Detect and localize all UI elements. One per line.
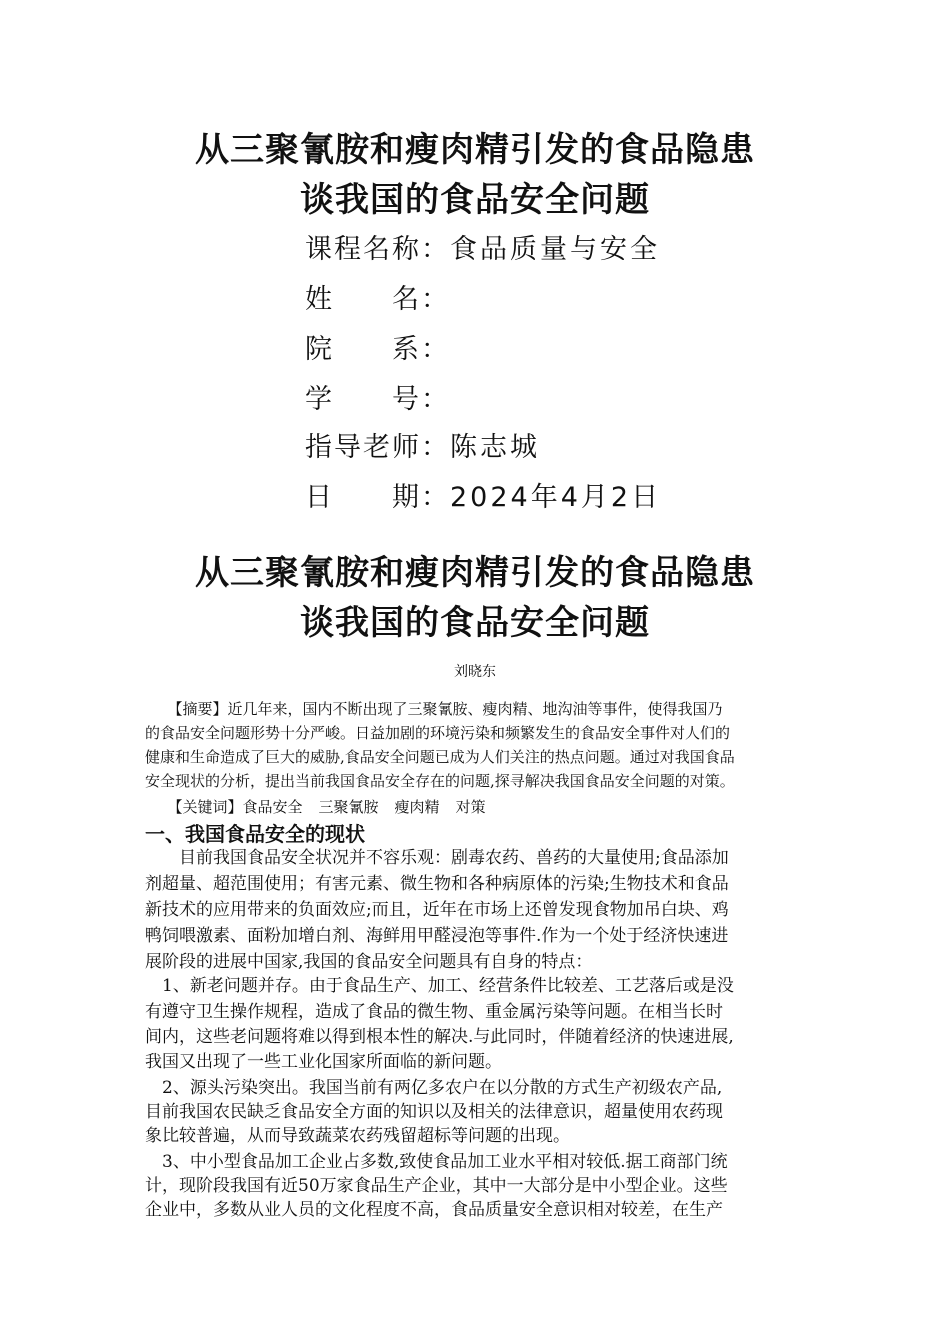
cover-title-line1: 从三聚氰胺和瘦肉精引发的食品隐患 <box>195 130 755 170</box>
keywords-label: 【关键词】 <box>145 798 243 816</box>
body-line: 新技术的应用带来的负面效应;而且，近年在市场上还曾发现食物加吊白块、鸡 <box>145 900 729 920</box>
student-name-row <box>305 280 450 320</box>
body-line: 目前我国农民缺乏食品安全方面的知识以及相关的法律意识，超量使用农药现 <box>145 1102 723 1122</box>
date-label: 日 期： <box>305 482 450 513</box>
department-row <box>305 330 450 370</box>
course-name-row <box>305 230 660 270</box>
body-line: 间内，这些老问题将难以得到根本性的解决.与此同时，伴随着经济的快速进展, <box>145 1027 734 1047</box>
body-line: 目前我国食品安全状况并不容乐观：剧毒农药、兽药的大量使用;食品添加 <box>145 848 729 868</box>
body-line: 计，现阶段我国有近50万家食品生产企业，其中一大部分是中小型企业。这些 <box>145 1176 728 1196</box>
date-row <box>305 478 661 518</box>
body-line: 1、新老问题并存。由于食品生产、加工、经营条件比较差、工艺落后或是没 <box>145 976 734 996</box>
course-name-label: 课程名称： <box>305 234 450 265</box>
keyword-item: 三聚氰胺 <box>318 798 379 816</box>
body-line: 3、中小型食品加工企业占多数,致使食品加工业水平相对较低.据工商部门统 <box>145 1152 728 1172</box>
section-heading: 一、我国食品安全的现状 <box>145 822 365 846</box>
keywords-line <box>145 796 805 819</box>
body-line: 象比较普遍，从而导致蔬菜农药残留超标等问题的出现。 <box>145 1126 570 1146</box>
body-line: 有遵守卫生操作规程，造成了食品的微生物、重金属污染等问题。在相当长时 <box>145 1002 723 1022</box>
cover-title-line2: 谈我国的食品安全问题 <box>300 180 650 220</box>
abstract-line: 安全现状的分析，提出当前我国食品安全存在的问题,探寻解决我国食品安全问题的对策。 <box>145 772 735 790</box>
advisor-label: 指导老师： <box>305 432 450 463</box>
body-line: 我国又出现了一些工业化国家所面临的新问题。 <box>145 1052 502 1072</box>
keyword-item: 对策 <box>455 798 486 816</box>
body-line: 2、源头污染突出。我国当前有两亿多农户在以分散的方式生产初级农产品, <box>145 1078 723 1098</box>
keyword-item: 瘦肉精 <box>394 798 440 816</box>
article-title-line2: 谈我国的食品安全问题 <box>300 603 650 643</box>
advisor-row <box>305 428 540 468</box>
author-name: 刘晓东 <box>454 664 496 680</box>
abstract-line: 【摘要】近几年来，国内不断出现了三聚氰胺、瘦肉精、地沟油等事件，使得我国乃 <box>145 700 723 718</box>
abstract-line: 的食品安全问题形势十分严峻。日益加剧的环境污染和频繁发生的食品安全事件对人们的 <box>145 724 731 742</box>
student-id-row <box>305 380 450 420</box>
student-id-label: 学 号： <box>305 384 450 415</box>
body-line: 展阶段的进展中国家,我国的食品安全问题具有自身的特点： <box>145 952 593 972</box>
date-value: 2024年4月2日 <box>450 482 662 513</box>
body-line: 企业中，多数从业人员的文化程度不高，食品质量安全意识相对较差，在生产 <box>145 1200 723 1220</box>
article-title-line1: 从三聚氰胺和瘦肉精引发的食品隐患 <box>195 553 755 593</box>
department-label: 院 系： <box>305 334 450 365</box>
body-line: 鸭饲喂激素、面粉加增白剂、海鲜用甲醛浸泡等事件.作为一个处于经济快速进 <box>145 926 729 946</box>
course-name-value: 食品质量与安全 <box>450 234 660 265</box>
body-line: 剂超量、超范围使用；有害元素、微生物和各种病原体的污染;生物技术和食品 <box>145 874 729 894</box>
abstract-line: 健康和生命造成了巨大的威胁,食品安全问题已成为人们关注的热点问题。通过对我国食品 <box>145 748 735 766</box>
advisor-value: 陈志城 <box>450 432 540 463</box>
keyword-item: 食品安全 <box>242 798 303 816</box>
student-name-label: 姓 名： <box>305 284 450 315</box>
